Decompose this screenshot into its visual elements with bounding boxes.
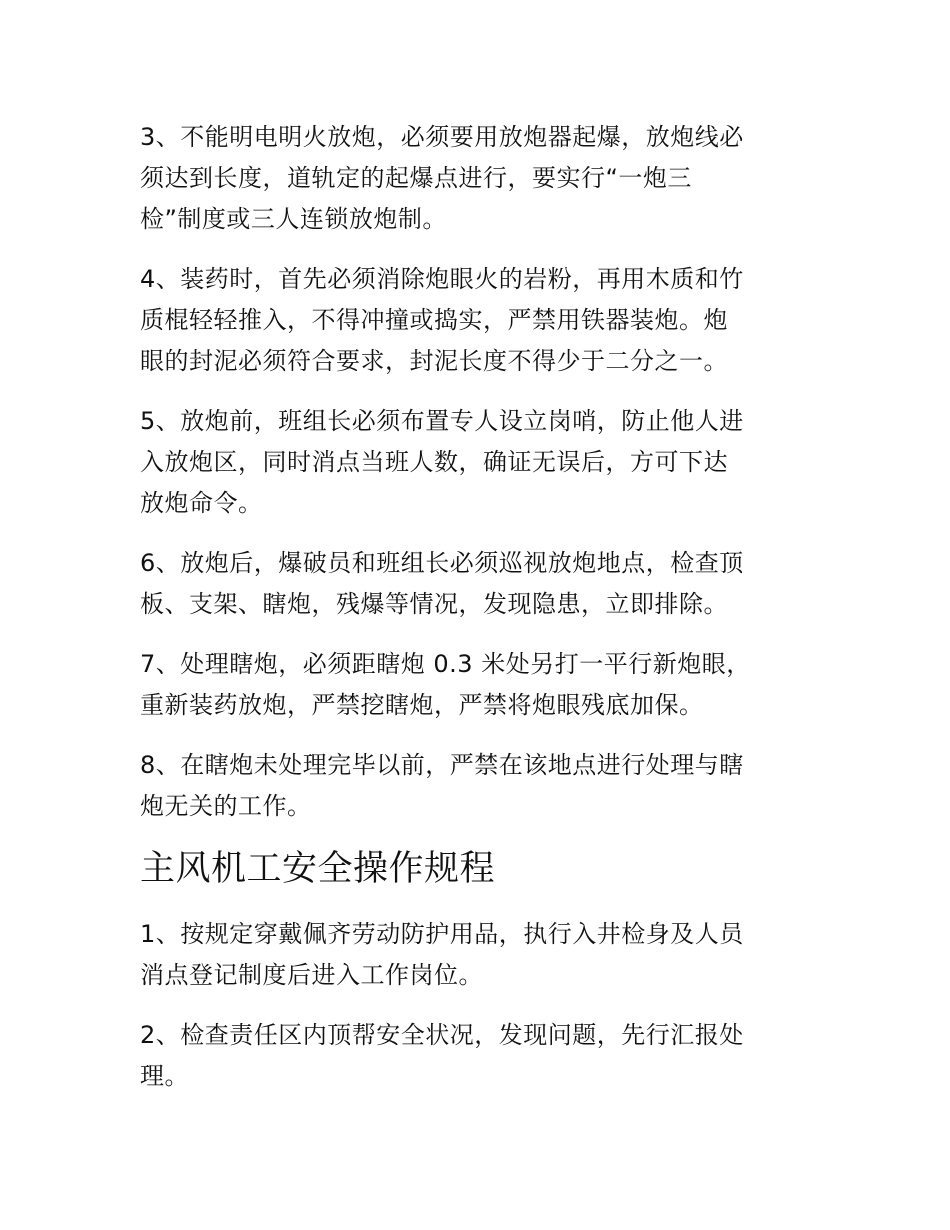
text-line: 理。 [140,1062,189,1090]
paragraph-item-5 [140,401,810,524]
text-line: 放炮命令。 [140,489,263,517]
text-line: 5、放炮前，班组长必须布置专人设立岗哨，防止他人进 [140,407,744,435]
text-line: 炮无关的工作。 [140,792,312,820]
paragraph-item-1 [140,914,810,996]
text-line: 入放炮区，同时消点当班人数，确证无误后，方可下达 [140,448,728,476]
text-line: 板、支架、瞎炮，残爆等情况，发现隐患，立即排除。 [140,590,728,618]
paragraph-item-3 [140,117,810,240]
text-line: 质棍轻轻推入，不得冲撞或捣实，严禁用铁器装炮。炮 [140,306,728,334]
text-line: 检”制度或三人连锁放炮制。 [140,205,447,233]
text-line: 1、按规定穿戴佩齐劳动防护用品，执行入井检身及人员 [140,920,744,948]
paragraph-item-4 [140,259,810,382]
text-line: 7、处理瞎炮，必须距瞎炮 0.3 米处另打一平行新炮眼， [140,650,751,678]
text-line: 6、放炮后，爆破员和班组长必须巡视放炮地点，检查顶 [140,549,744,577]
paragraph-item-6 [140,543,810,625]
text-line: 须达到长度，道轨定的起爆点进行，要实行“一炮三 [140,164,692,192]
text-line: 3、不能明电明火放炮，必须要用放炮器起爆，放炮线必 [140,123,744,151]
text-line: 2、检查责任区内顶帮安全状况，发现问题，先行汇报处 [140,1021,744,1049]
paragraph-item-7 [140,644,810,726]
text-line: 消点登记制度后进入工作岗位。 [140,961,483,989]
text-line: 8、在瞎炮未处理完毕以前，严禁在该地点进行处理与瞎 [140,751,744,779]
paragraph-item-8 [140,745,810,827]
document-body [140,117,810,1116]
section-heading: 主风机工安全操作规程 [140,849,496,889]
text-line: 重新装药放炮，严禁挖瞎炮，严禁将炮眼残底加保。 [140,691,704,719]
paragraph-item-2 [140,1015,810,1097]
text-line: 眼的封泥必须符合要求，封泥长度不得少于二分之一。 [140,347,728,375]
text-line: 4、装药时，首先必须消除炮眼火的岩粉，再用木质和竹 [140,265,744,293]
